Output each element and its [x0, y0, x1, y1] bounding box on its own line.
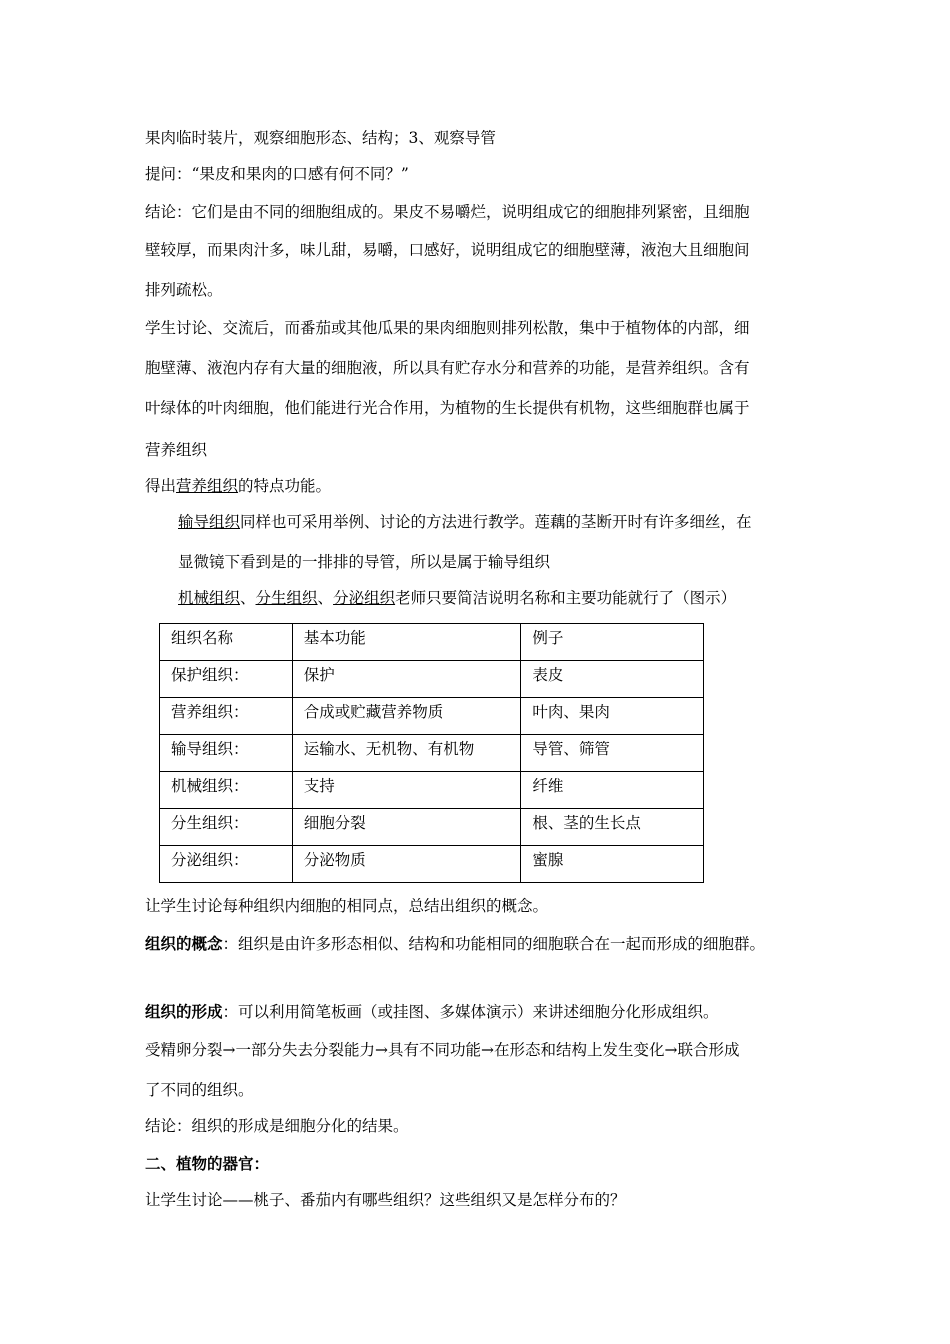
table-cell: 蜜腺 [521, 846, 704, 883]
table-cell: 机械组织： [160, 772, 293, 809]
text-span: ：可以利用简笔板画（或挂图、多媒体演示）来讲述细胞分化形成组织。 [222, 1003, 719, 1021]
paragraph-line [145, 1002, 719, 1022]
table-cell: 分生组织： [160, 809, 293, 846]
paragraph-line: 受精卵分裂→一部分失去分裂能力→具有不同功能→在形态和结构上发生变化→联合形成 [145, 1041, 740, 1059]
table-cell: 运输水、无机物、有机物 [292, 735, 521, 772]
paragraph-line: 排列疏松。 [145, 281, 223, 299]
underlined-term: 分生组织 [255, 589, 318, 607]
table-row [160, 661, 704, 698]
bold-term: 组织的概念 [145, 934, 223, 953]
table-row [160, 772, 704, 809]
paragraph-line [178, 512, 752, 532]
underlined-term: 分泌组织 [333, 589, 396, 607]
table-cell: 输导组织： [160, 735, 293, 772]
table-row [160, 809, 704, 846]
table-cell: 保护 [292, 661, 521, 698]
table-cell: 合成或贮藏营养物质 [292, 698, 521, 735]
table-row [160, 698, 704, 735]
table-cell: 导管、筛管 [521, 735, 704, 772]
underlined-term: 输导组织 [178, 513, 241, 531]
table-cell: 支持 [292, 772, 521, 809]
paragraph-line: 果肉临时装片，观察细胞形态、结构；3、观察导管 [145, 129, 496, 147]
paragraph-line: 让学生讨论——桃子、番茄内有哪些组织？这些组织又是怎样分布的？ [145, 1191, 626, 1209]
table-cell: 保护组织： [160, 661, 293, 698]
paragraph-line: 提问：“果皮和果肉的口感有何不同？” [145, 165, 409, 183]
paragraph-line: 让学生讨论每种组织内细胞的相同点，总结出组织的概念。 [145, 897, 549, 915]
paragraph-line [145, 934, 765, 954]
paragraph-line: 结论：组织的形成是细胞分化的结果。 [145, 1117, 409, 1135]
table-cell: 分泌物质 [292, 846, 521, 883]
paragraph-line [145, 476, 331, 496]
text-span: 的特点功能。 [238, 477, 332, 495]
text-span: 同样也可采用举例、讨论的方法进行教学。莲藕的茎断开时有许多细丝，在 [240, 513, 752, 531]
table-row [160, 735, 704, 772]
text-span: 、 [317, 589, 334, 607]
text-span: 老师只要简洁说明名称和主要功能就行了（图示） [395, 589, 737, 607]
paragraph-line: 显微镜下看到是的一排排的导管，所以是属于输导组织 [178, 553, 551, 571]
table-cell: 根、茎的生长点 [521, 809, 704, 846]
table-header-row [160, 624, 704, 661]
text-span: ：组织是由许多形态相似、结构和功能相同的细胞联合在一起而形成的细胞群。 [222, 935, 766, 953]
table-cell: 营养组织： [160, 698, 293, 735]
paragraph-line: 胞壁薄、液泡内存有大量的细胞液，所以具有贮存水分和营养的功能，是营养组织。含有 [145, 359, 750, 377]
bold-term: 组织的形成 [145, 1002, 223, 1021]
underlined-term: 营养组织 [176, 477, 239, 495]
table-cell: 分泌组织： [160, 846, 293, 883]
table-cell: 纤维 [521, 772, 704, 809]
table-header-cell: 例子 [521, 624, 704, 661]
paragraph-line [178, 588, 736, 608]
table-cell: 表皮 [521, 661, 704, 698]
table-header-cell: 基本功能 [292, 624, 521, 661]
paragraph-line: 了不同的组织。 [145, 1081, 254, 1099]
paragraph-line: 学生讨论、交流后，而番茄或其他瓜果的果肉细胞则排列松散，集中于植物体的内部，细 [145, 319, 750, 337]
table-cell: 叶肉、果肉 [521, 698, 704, 735]
paragraph-line: 壁较厚，而果肉汁多，味儿甜，易嚼，口感好，说明组成它的细胞壁薄，液泡大且细胞间 [145, 241, 750, 259]
section-heading: 二、植物的器官： [145, 1154, 270, 1173]
tissue-table [159, 623, 704, 883]
text-span: 得出 [145, 477, 177, 495]
text-span: 、 [240, 589, 256, 607]
table-header-cell: 组织名称 [160, 624, 293, 661]
paragraph-line: 叶绿体的叶肉细胞，他们能进行光合作用，为植物的生长提供有机物，这些细胞群也属于 [145, 399, 750, 417]
underlined-term: 机械组织 [178, 589, 241, 607]
table-cell: 细胞分裂 [292, 809, 521, 846]
table-row [160, 846, 704, 883]
paragraph-line: 营养组织 [145, 441, 208, 459]
paragraph-line: 结论：它们是由不同的细胞组成的。果皮不易嚼烂，说明组成它的细胞排列紧密，且细胞 [145, 203, 750, 221]
